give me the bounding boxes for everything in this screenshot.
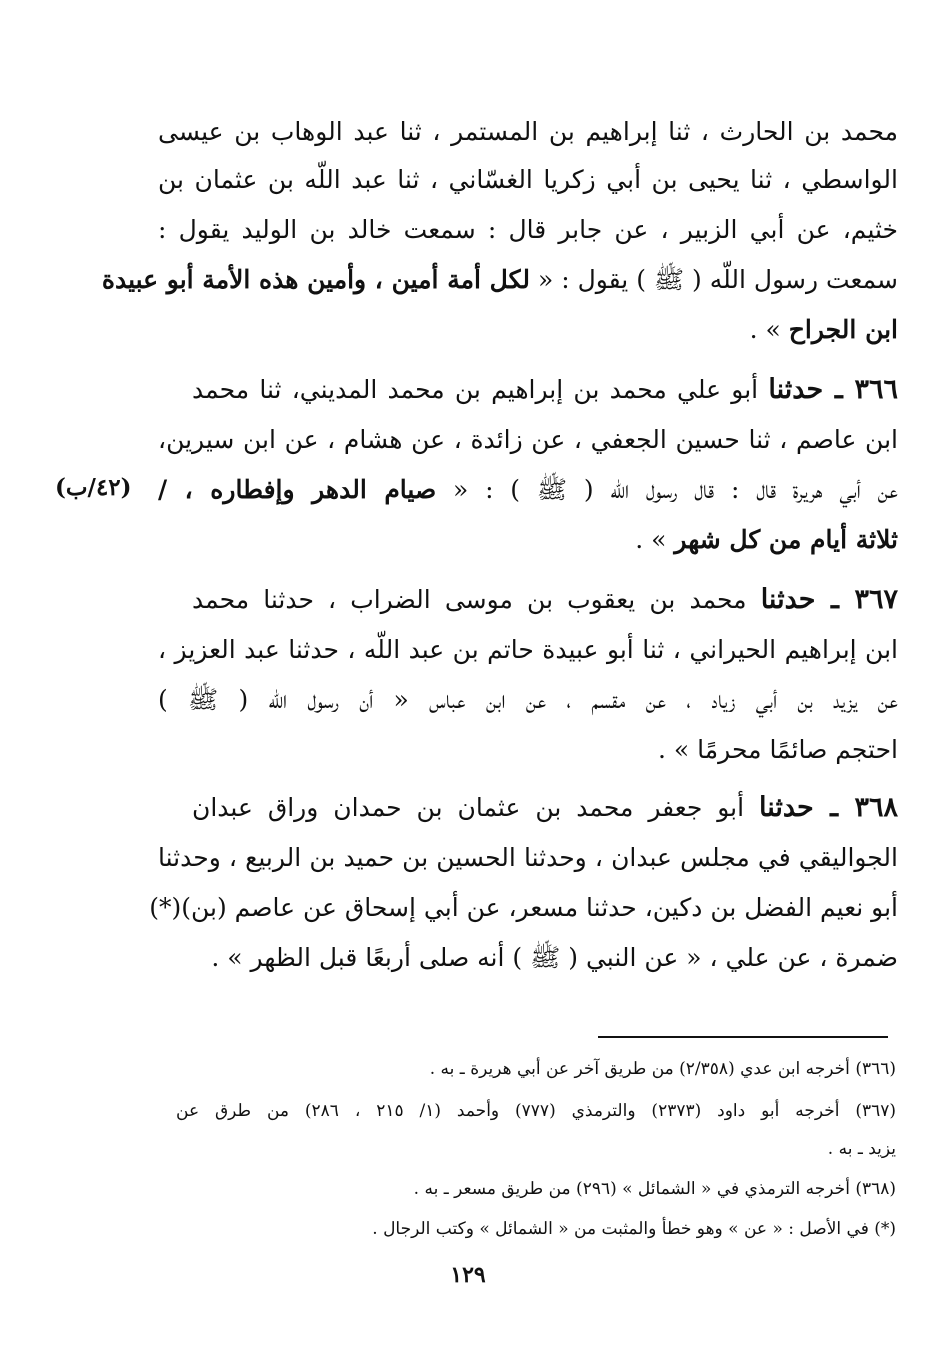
hadith-366-line-4 bbox=[158, 520, 898, 560]
page-number: ١٢٩ bbox=[450, 1262, 486, 1288]
hadith-366-line-4-end: » . bbox=[635, 525, 667, 554]
hadith-365-line-2: الواسطي ، ثنا يحيى بن أبي زكريا الغسّاني ، ثنا عبد اللّه بن عثمان بن bbox=[158, 165, 898, 194]
hadith-366-line-1 bbox=[192, 370, 898, 410]
footnote-368: (٣٦٨) أخرجه الترمذي في « الشمائل » (٢٩٦) من طريق مسعر ـ به . bbox=[413, 1179, 896, 1199]
hadith-366-matn-end: ثلاثة أيام من كل شهر bbox=[674, 525, 898, 554]
hadith-368-line-4: ضمرة ، عن علي ، « عن النبي ( ﷺ ) أنه صلى أربعًا قبل الظهر » . bbox=[211, 943, 898, 972]
hadith-366-line-2: ابن عاصم ، ثنا حسين الجعفي ، عن زائدة ، عن هشام ، عن ابن سيرين، bbox=[158, 425, 898, 454]
hadith-365-line-1: محمد بن الحارث ، ثنا إبراهيم بن المستمر ، ثنا عبد الوهاب بن عيسى bbox=[158, 117, 898, 146]
hadith-365-line-4-text: سمعت رسول اللّه ( ﷺ ) يقول : « bbox=[537, 265, 898, 294]
hadith-367-line-3: عن يزيد بن أبي زياد ، عن مقسم ، عن ابن عباس « أن رسول اللّه ( ﷺ ) bbox=[158, 685, 898, 714]
hadith-367-line-1-text: محمد بن يعقوب بن موسى الضراب ، حدثنا محمد bbox=[192, 585, 747, 614]
hadith-365-matn: لكل أمة أمين ، وأمين هذه الأمة أبو عبيدة bbox=[101, 265, 530, 294]
hadith-366-line-1-text: أبو علي محمد بن إبراهيم بن محمد المديني، ثنا محمد bbox=[192, 375, 759, 404]
hadith-366-matn: صيام الدهر وإفطاره ، / bbox=[158, 475, 437, 504]
footnote-separator bbox=[598, 1036, 888, 1038]
hadith-368-line-2: الجواليقي في مجلس عبدان ، وحدثنا الحسين بن حميد بن الربيع ، وحدثنا bbox=[158, 843, 898, 872]
hadith-365-line-5-end: » . bbox=[749, 315, 781, 344]
hadith-367-line-1 bbox=[192, 580, 898, 620]
footnote-366: (٣٦٦) أخرجه ابن عدي (٢/٣٥٨) من طريق آخر عن أبي هريرة ـ به . bbox=[429, 1059, 896, 1079]
hadith-368-number: ٣٦٨ ـ حدثنا bbox=[759, 792, 898, 823]
hadith-365-line-4 bbox=[101, 260, 898, 300]
footnote-star: (*) في الأصل : « عن » وهو خطأ والمثبت من « الشمائل » وكتب الرجال . bbox=[372, 1219, 896, 1239]
hadith-365-line-5 bbox=[158, 310, 898, 350]
footnote-367-line-2: يزيد ـ به . bbox=[827, 1139, 896, 1159]
hadith-368-line-3: أبو نعيم الفضل بن دكين، حدثنا مسعر، عن أبي إسحاق عن عاصم (بن)(*) bbox=[149, 893, 898, 922]
hadith-366-line-3 bbox=[158, 470, 898, 510]
hadith-367-number: ٣٦٧ ـ حدثنا bbox=[760, 584, 899, 615]
hadith-366-line-3-text: عن أبي هريرة قال : قال رسول اللّه ( ﷺ ) : « bbox=[453, 475, 898, 504]
hadith-368-line-1-text: أبو جعفر محمد بن عثمان بن حمدان وراق عبدان bbox=[192, 793, 745, 822]
hadith-368-line-1 bbox=[192, 788, 898, 828]
hadith-366-number: ٣٦٦ ـ حدثنا bbox=[768, 374, 899, 405]
margin-folio-note: (٤٢/ب) bbox=[55, 474, 132, 501]
footnote-367-line-1: (٣٦٧) أخرجه أبو داود (٢٣٧٣) والترمذي (٧٧٧) وأحمد (١/ ٢١٥ ، ٢٨٦) من طرق عن bbox=[176, 1101, 897, 1121]
hadith-365-matn-end: ابن الجراح bbox=[788, 315, 898, 344]
hadith-365-line-3: خثيم، عن أبي الزبير ، عن جابر قال : سمعت خالد بن الوليد يقول : bbox=[158, 215, 898, 244]
hadith-367-line-4: احتجم صائمًا محرمًا » . bbox=[658, 735, 898, 764]
hadith-367-line-2: ابن إبراهيم الحيراني ، ثنا أبو عبيدة حاتم بن عبد اللّه ، حدثنا عبد العزيز ، bbox=[158, 635, 898, 664]
